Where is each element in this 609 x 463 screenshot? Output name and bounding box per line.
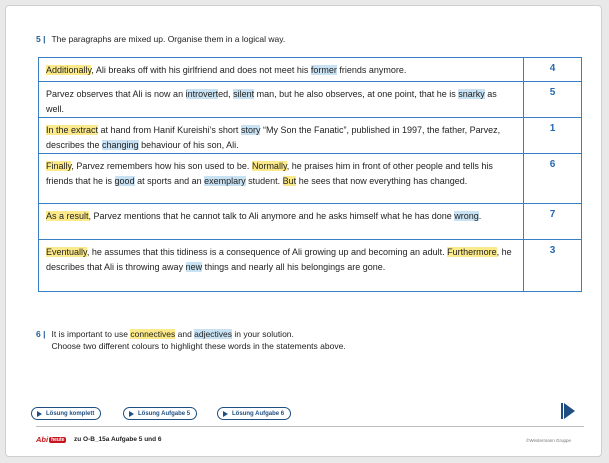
task-6-number: 6 | bbox=[36, 329, 46, 339]
text-segment: Parvez observes that Ali is now an bbox=[46, 89, 186, 99]
task-6-block bbox=[36, 328, 346, 352]
text-segment: friends anymore. bbox=[336, 65, 407, 75]
next-page-bar bbox=[561, 403, 563, 419]
publisher-logo: Abi heute bbox=[36, 435, 65, 444]
adjective-highlight: exemplary bbox=[204, 176, 246, 186]
task-5-instruction: The paragraphs are mixed up. Organise them in a logical way. bbox=[51, 34, 286, 44]
task-6-line-1: It is important to use connectives and adjectives in your solution. bbox=[51, 329, 294, 339]
text-segment: behaviour of his son, Ali. bbox=[138, 140, 239, 150]
solution-complete-button[interactable]: Lösung komplett bbox=[31, 407, 101, 420]
order-number: 6 bbox=[524, 154, 582, 204]
paragraph-row bbox=[39, 204, 582, 240]
paragraph-text bbox=[39, 58, 524, 82]
text-segment: student. bbox=[245, 176, 283, 186]
paragraph-text bbox=[39, 118, 524, 154]
copyright-note: ©Westermann Gruppe bbox=[526, 438, 572, 443]
paragraph-text bbox=[39, 240, 524, 292]
order-number: 3 bbox=[524, 240, 582, 292]
play-icon bbox=[223, 411, 228, 417]
adjective-highlight: new bbox=[185, 262, 203, 272]
text-segment: , he praises him in front of other people and tells his friends that he is bbox=[46, 161, 493, 186]
text-segment: at sports and an bbox=[134, 176, 205, 186]
next-page-icon[interactable] bbox=[564, 403, 575, 419]
text-segment: , he assumes that this tidiness is a consequence of Ali growing up and becoming an adult. bbox=[86, 247, 448, 257]
play-icon bbox=[129, 411, 134, 417]
play-icon bbox=[37, 411, 42, 417]
paragraph-order-table bbox=[38, 57, 582, 292]
text-segment: ed, bbox=[218, 89, 234, 99]
connective-highlight: In the extract bbox=[46, 125, 99, 135]
order-number: 7 bbox=[524, 204, 582, 240]
paragraph-row bbox=[39, 58, 582, 82]
paragraph-row bbox=[39, 118, 582, 154]
adjective-highlight: story bbox=[240, 125, 261, 135]
connective-highlight: Furthermore bbox=[447, 247, 497, 257]
paragraph-text bbox=[39, 82, 524, 118]
text-segment: as well. bbox=[46, 89, 497, 114]
text-segment: , Ali breaks off with his girlfriend and does not meet his bbox=[91, 65, 311, 75]
connective-highlight: But bbox=[282, 176, 297, 186]
adjective-highlight: wrong bbox=[454, 211, 479, 221]
paragraph-text bbox=[39, 154, 524, 204]
adjective-highlight: good bbox=[114, 176, 135, 186]
text-segment: “My Son the Fanatic”, published in 1997, the father, Parvez, describes the bbox=[46, 125, 501, 150]
connective-highlight: Additionally bbox=[46, 65, 92, 75]
adjective-highlight: introvert bbox=[185, 89, 219, 99]
worksheet-page bbox=[5, 5, 602, 457]
task-5-header bbox=[36, 34, 285, 44]
order-number: 5 bbox=[524, 82, 582, 118]
connective-highlight: Eventually bbox=[46, 247, 87, 257]
adjective-highlight: changing bbox=[102, 140, 139, 150]
paragraph-row bbox=[39, 82, 582, 118]
task-6-text bbox=[51, 328, 345, 352]
footer-divider bbox=[36, 426, 584, 427]
task-6-line-2: Choose two different colours to highlight these words in the statements above. bbox=[51, 341, 346, 351]
adjectives-highlight: adjectives bbox=[194, 329, 232, 339]
text-segment: , Parvez remembers how his son used to be. bbox=[71, 161, 252, 171]
text-segment: . bbox=[478, 211, 482, 221]
adjective-highlight: former bbox=[310, 65, 337, 75]
solution-task-6-button[interactable]: Lösung Aufgabe 6 bbox=[217, 407, 291, 420]
connective-highlight: As a result bbox=[46, 211, 89, 221]
text-segment: he sees that now everything has changed. bbox=[296, 176, 468, 186]
solution-task-5-button[interactable]: Lösung Aufgabe 5 bbox=[123, 407, 197, 420]
paragraph-text bbox=[39, 204, 524, 240]
connectives-highlight: connectives bbox=[130, 329, 176, 339]
connective-highlight: Normally bbox=[251, 161, 287, 171]
page-reference: zu O-B_15a Aufgabe 5 und 6 bbox=[74, 436, 162, 443]
text-segment: , Parvez mentions that he cannot talk to Ali anymore and he asks himself what he has done bbox=[88, 211, 455, 221]
task-5-number: 5 | bbox=[36, 34, 46, 44]
text-segment: at hand from Hanif Kureishi’s short bbox=[98, 125, 241, 135]
order-number: 1 bbox=[524, 118, 582, 154]
text-segment: things and nearly all his belongings are gone. bbox=[202, 262, 386, 272]
paragraph-row bbox=[39, 240, 582, 292]
order-number: 4 bbox=[524, 58, 582, 82]
text-segment: , he describes that Ali is throwing away bbox=[46, 247, 512, 272]
text-segment: man, but he also observes, at one point, that he is bbox=[254, 89, 459, 99]
adjective-highlight: silent bbox=[233, 89, 255, 99]
paragraph-row bbox=[39, 154, 582, 204]
adjective-highlight: snarky bbox=[458, 89, 485, 99]
connective-highlight: Finally bbox=[46, 161, 72, 171]
